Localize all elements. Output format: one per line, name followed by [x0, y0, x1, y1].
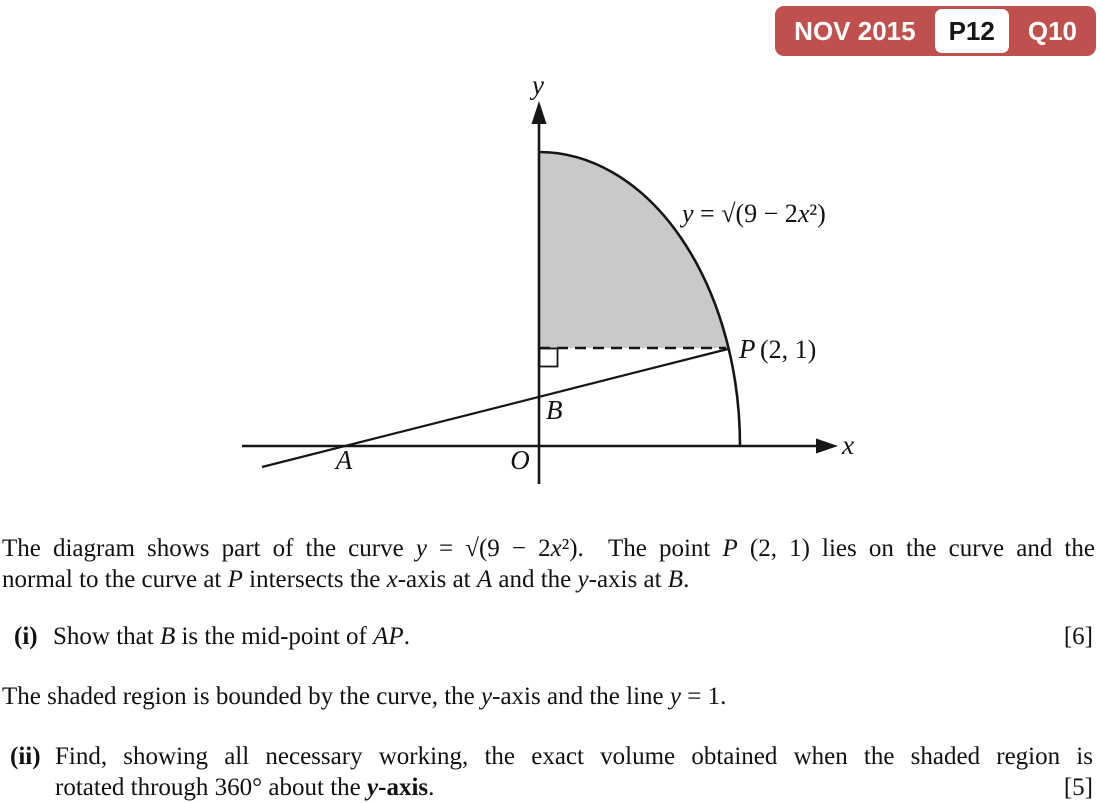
text-segment: .: [403, 623, 410, 650]
text-segment: is the mid-point of: [175, 623, 374, 650]
text-segment: Show that: [53, 623, 160, 650]
badge-paper-label: P12: [935, 9, 1009, 53]
text-segment: x: [550, 535, 562, 562]
text-segment: x: [386, 566, 398, 593]
text-segment: = 1.: [680, 683, 727, 710]
x-axis-label: x: [842, 430, 854, 460]
text-segment: -axis: [378, 774, 429, 801]
intro-line-2: [2, 564, 1095, 595]
point-p-label: P: [739, 334, 756, 364]
text-segment: A: [476, 566, 493, 593]
text-segment: AP: [373, 623, 404, 650]
text-segment: y: [669, 683, 681, 710]
text-segment: -axis at: [588, 566, 668, 593]
text-segment: intersects the: [242, 566, 387, 593]
part-ii-marks: [5]: [1063, 774, 1093, 801]
text-segment: y: [577, 566, 589, 593]
part-i-number: (i): [14, 623, 38, 650]
part-ii-number: (ii): [10, 743, 41, 770]
text-segment: -axis at: [397, 566, 477, 593]
text-segment: B: [159, 623, 176, 650]
y-axis-label: y: [532, 70, 544, 100]
text-segment: y: [682, 199, 694, 228]
text-segment: P: [722, 535, 738, 562]
text-segment: P: [227, 566, 243, 593]
text-segment: .: [683, 566, 690, 593]
text-segment: The diagram shows part of the curve: [2, 535, 416, 562]
text-segment: B: [667, 566, 684, 593]
part-ii-line-1: [55, 741, 1093, 772]
curve-equation-label: [682, 199, 826, 229]
text-segment: ²). The point: [561, 535, 723, 562]
part-i-marks: [6]: [1063, 623, 1093, 650]
normal-line: [262, 349, 728, 467]
text-segment: rotated through 360° about the: [55, 774, 368, 801]
intro-line-1: [2, 533, 1095, 564]
shaded-region-paragraph: [2, 681, 1095, 712]
intro-paragraph: [2, 533, 1095, 595]
part-ii-line-2: [55, 772, 1093, 803]
text-segment: = √(9 − 2: [426, 535, 551, 562]
text-segment: y: [415, 535, 427, 562]
text-segment: The shaded region is bounded by the curve, the: [2, 683, 482, 710]
text-segment: and the: [492, 566, 578, 593]
text-segment: ²): [809, 199, 826, 228]
text-segment: = √(9 − 2: [693, 199, 798, 228]
question-part-i: [0, 621, 1100, 652]
text-segment: y: [481, 683, 493, 710]
text-segment: normal to the curve at: [2, 566, 228, 593]
right-angle-marker: [540, 349, 558, 367]
origin-label: O: [510, 445, 530, 475]
text-segment: -axis and the line: [492, 683, 670, 710]
text-segment: .: [428, 774, 435, 801]
point-a-label: A: [335, 445, 353, 475]
text-segment: (2, 1) lies on the curve and the: [737, 535, 1095, 562]
badge-session-label: NOV 2015: [794, 15, 916, 46]
text-segment: x: [797, 199, 810, 228]
badge-question-label: Q10: [1027, 15, 1077, 46]
point-p-coordinates: (2, 1): [760, 335, 817, 364]
question-part-ii: [0, 741, 1100, 803]
shaded-region-text: [2, 681, 1095, 712]
shaded-region: [539, 152, 728, 348]
text-segment: Find, showing all necessary working, the exact volume obtained when the shaded region is: [55, 743, 1093, 770]
text-segment: y: [367, 774, 379, 801]
x-axis-arrow: [816, 439, 838, 454]
part-i-text: [53, 621, 1040, 652]
y-axis-arrow: [532, 101, 547, 124]
point-b-label: B: [546, 395, 563, 425]
